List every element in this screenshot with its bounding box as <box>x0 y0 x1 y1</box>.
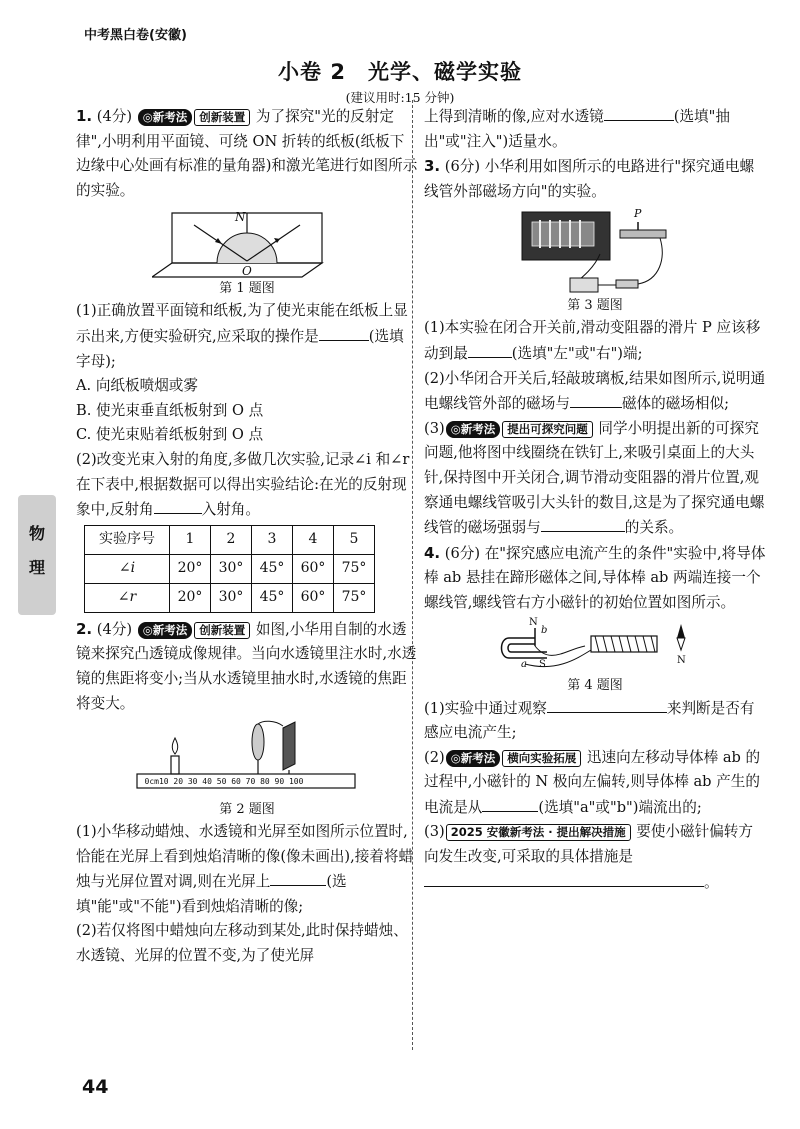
table-cell: 2 <box>211 525 252 554</box>
q1-figure-label-n: N <box>235 210 246 225</box>
q1-part-2-text: (2)改变光束入射的角度,多做几次实验,记录∠i 和∠r 在下表中,根据数据可以得出实验结论:在光的反射现象中,反射角 <box>76 450 410 519</box>
table-row <box>85 554 375 583</box>
q3-part-3-tail: 的关系。 <box>624 519 684 537</box>
q4-horizontal-ext-tag: 横向实验拓展 <box>502 750 581 767</box>
q1-part-2 <box>76 448 418 523</box>
q2-number: 2. <box>76 619 93 638</box>
q1-figure-caption: 第 1 题图 <box>219 281 275 297</box>
q3-propose-question-tag: 提出可探究问题 <box>502 421 593 438</box>
q1-figure-label-o: O <box>242 264 252 279</box>
q4-part-3-text: 要使小磁针偏转方向发生改变,可采取的具体措施是 <box>424 823 753 866</box>
q4-part-3-prefix: (3) <box>424 823 445 841</box>
q1-part-1-text: (1)正确放置平面镜和纸板,为了使光束能在纸板上显示出来,方便实验研究,应采取的操作是 <box>76 302 408 345</box>
left-column <box>76 104 418 969</box>
q3-number: 3. <box>424 157 441 176</box>
table-cell: 20° <box>170 583 211 612</box>
q4-part-1-text: (1)实验中通过观察 <box>424 699 547 717</box>
q2-part-1-blank[interactable] <box>270 869 326 886</box>
q4-figure <box>495 616 695 676</box>
q2-ruler-scale: 0cm10 20 30 40 50 60 70 80 90 100 <box>144 777 304 787</box>
q2-part-1-text: (1)小华移动蜡烛、水透镜和光屏至如图所示位置时,恰能在光屏上看到烛焰清晰的像(像未画出),接着将蜡烛与光屏位置对调,则在光屏上 <box>76 823 414 891</box>
solenoid-circuit-diagram <box>520 208 670 296</box>
q1-part-1-blank[interactable] <box>319 324 369 341</box>
q2-part-2-blank[interactable] <box>604 104 674 121</box>
q4-part-2-prefix: (2) <box>424 748 445 766</box>
q3-part-1-tail: (选填"左"或"右")端; <box>511 344 643 362</box>
q3-part-2-text: (2)小华闭合开关后,轻敲玻璃板,结果如图所示,说明通电螺线管外部的磁场与 <box>424 369 766 413</box>
table-cell: 75° <box>334 583 375 612</box>
subject-side-tab <box>18 495 56 615</box>
q2-figure <box>135 720 360 800</box>
table-row <box>85 583 375 612</box>
q4-needle-n-label: N <box>677 654 686 666</box>
q1-stem <box>76 104 418 203</box>
q3-part-3-prefix: (3) <box>424 419 445 437</box>
q3-figure-label-p: P <box>634 207 642 221</box>
q4-new-method-tag: ◎新考法 <box>446 750 501 767</box>
q4-number: 4. <box>424 543 441 562</box>
right-column <box>424 104 766 895</box>
table-cell: 45° <box>252 554 293 583</box>
q1-option-c: C. 使光束贴着纸板射到 O 点 <box>76 426 264 444</box>
q3-new-method-tag: ◎新考法 <box>446 421 501 438</box>
q4-part-3 <box>424 820 766 895</box>
q3-figure <box>520 208 670 296</box>
q3-part-2-tail: 磁体的磁场相似; <box>621 395 730 413</box>
side-tab-char-1: 物 <box>28 524 45 543</box>
q2-score: (4分) <box>96 620 133 638</box>
q1-part-2-tail: 入射角。 <box>201 501 260 519</box>
q4-part-3-tail: 。 <box>704 873 719 891</box>
q2-part-2-continued <box>424 104 766 154</box>
q4-magnet-n-label: N <box>529 616 538 628</box>
page-title: 小卷 2 光学、磁学实验 <box>278 60 522 84</box>
optical-bench-diagram <box>135 720 360 800</box>
side-tab-char-2: 理 <box>28 558 45 577</box>
q3-stem-text: 小华利用如图所示的电路进行"探究通电螺线管外部磁场方向"的实验。 <box>424 158 755 200</box>
q2-part-2-cont-text: 上得到清晰的像,应对水透镜 <box>424 108 604 125</box>
page-number: 44 <box>82 1076 109 1098</box>
q1-innovative-device-tag: 创新装置 <box>194 109 250 126</box>
table-cell: 30° <box>211 554 252 583</box>
q2-innovative-device-tag: 创新装置 <box>194 622 250 639</box>
q2-stem <box>76 617 418 716</box>
q1-stem-text: 为了探究"光的反射定律",小明利用平面镜、可绕 ON 折转的纸板(纸板下边缘中心处画有标准的量角器)和激光笔进行如图所示的实验。 <box>76 108 418 199</box>
q3-part-1-blank[interactable] <box>468 341 512 358</box>
q1-score: (4分) <box>96 108 133 125</box>
q1-part-1-tail: (选填字母); <box>76 327 404 370</box>
q4-part-2 <box>424 746 766 821</box>
q4-part-3-blank[interactable] <box>424 870 704 887</box>
q4-stem-text: 在"探究感应电流产生的条件"实验中,将导体棒 ab 悬挂在蹄形磁体之间,导体棒 ab 两端连接一个螺线管,螺线管右方小磁针的初始位置如图所示。 <box>424 544 766 611</box>
q1-option-a: A. 向纸板喷烟或雾 <box>76 377 198 395</box>
q2-stem-text: 如图,小华用自制的水透镜来探究凸透镜成像规律。当向水透镜里注水时,水透镜的焦距将变小;当从水透镜里抽水时,水透镜的焦距将变大。 <box>76 620 417 712</box>
q4-part-2-blank[interactable] <box>482 795 538 812</box>
q3-part-3 <box>424 417 766 541</box>
q4-part-1-blank[interactable] <box>547 696 667 713</box>
q3-part-1-text: (1)本实验在闭合开关前,滑动变阻器的滑片 P 应该移动到最 <box>424 319 761 362</box>
book-header: 中考黑白卷(安徽) <box>84 28 187 43</box>
q3-stem <box>424 154 766 204</box>
q2-figure-caption: 第 2 题图 <box>219 802 275 818</box>
q4-anhui-2025-tag: 2025 安徽新考法 · 提出解决措施 <box>446 824 631 841</box>
table-cell: 20° <box>170 554 211 583</box>
q1-option-b: B. 使光束垂直纸板射到 O 点 <box>76 401 264 419</box>
q3-part-1 <box>424 316 766 366</box>
table-cell: ∠r <box>85 583 170 612</box>
q3-score: (6分) <box>444 158 481 176</box>
q2-part-2: (2)若仅将图中蜡烛向左移动到某处,此时保持蜡烛、水透镜、光屏的位置不变,为了使光屏 <box>76 922 408 965</box>
table-cell: 1 <box>170 525 211 554</box>
q2-part-1 <box>76 820 418 919</box>
q4-part-2-text: 迅速向左移动导体棒 ab 的过程中,小磁针的 N 极向左偏转,则导体棒 ab 产生的电流是从 <box>424 748 761 816</box>
table-cell: 4 <box>293 525 334 554</box>
q4-rod-a-label: a <box>521 658 527 670</box>
table-cell: 30° <box>211 583 252 612</box>
q3-part-2 <box>424 367 766 417</box>
q4-part-1 <box>424 696 766 746</box>
q3-figure-caption: 第 3 题图 <box>567 298 623 314</box>
q4-part-1-tail: 来判断是否有感应电流产生; <box>424 699 755 742</box>
q4-score: (6分) <box>444 544 481 562</box>
table-cell: 60° <box>293 554 334 583</box>
table-cell: 5 <box>334 525 375 554</box>
q1-new-method-tag: ◎新考法 <box>138 109 193 126</box>
q4-part-2-tail: (选填"a"或"b")端流出的; <box>538 798 702 816</box>
q1-part-2-blank[interactable] <box>154 497 202 514</box>
q3-part-3-blank[interactable] <box>541 515 625 532</box>
q2-part-2-cont-tail: (选填"抽出"或"注入")适量水。 <box>424 108 730 150</box>
q1-figure <box>152 207 342 279</box>
table-cell: ∠i <box>85 554 170 583</box>
q1-part-1 <box>76 299 418 374</box>
q4-stem <box>424 541 766 616</box>
suggested-time: (建议用时:15 分钟) <box>345 90 455 105</box>
q1-number: 1. <box>76 107 93 125</box>
q3-part-2-blank[interactable] <box>570 391 622 408</box>
q3-part-3-text: 同学小明提出新的可探究问题,他将图中线圈绕在铁钉上,来吸引桌面上的大头针,保持图中开关闭合,调节滑动变阻器的滑片位置,观察通电螺线管吸引大头针的数目,这是为了探究通电螺线管的磁场强弱与 <box>424 419 765 537</box>
table-header-row <box>85 525 375 554</box>
q4-rod-b-label: b <box>541 624 548 636</box>
table-cell: 3 <box>252 525 293 554</box>
q4-magnet-s-label: S <box>539 658 546 670</box>
q2-new-method-tag: ◎新考法 <box>138 622 193 639</box>
table-cell: 60° <box>293 583 334 612</box>
table-cell: 75° <box>334 554 375 583</box>
table-cell: 45° <box>252 583 293 612</box>
q4-figure-caption: 第 4 题图 <box>567 677 623 693</box>
q2-part-1-tail: (选填"能"或"不能")看到烛焰清晰的像; <box>76 873 347 915</box>
q1-angle-table <box>84 525 375 613</box>
table-cell: 实验序号 <box>85 525 170 554</box>
